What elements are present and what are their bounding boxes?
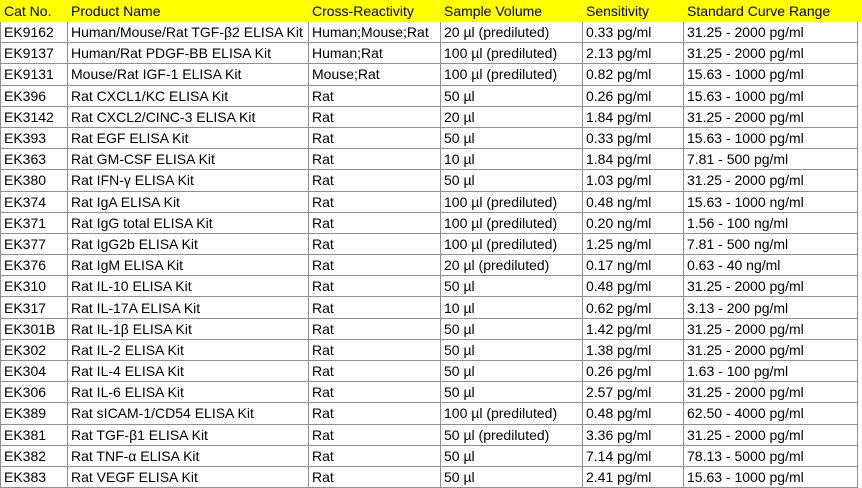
table-row bbox=[1, 466, 857, 487]
cell-sensitivity: 0.33 pg/ml bbox=[583, 22, 684, 42]
cell-cross-reactivity: Rat bbox=[309, 234, 441, 254]
table-row bbox=[1, 63, 857, 84]
cell-cross-reactivity: Mouse;Rat bbox=[309, 64, 441, 84]
cell-cross-reactivity: Rat bbox=[309, 297, 441, 317]
cell-standard-curve-range: 31.25 - 2000 pg/ml bbox=[687, 172, 804, 189]
cell-product-name: Rat IgG total ELISA Kit bbox=[68, 213, 309, 233]
cell-standard-curve-range: 7.81 - 500 ng/ml bbox=[687, 235, 789, 252]
cell-cross-reactivity: Rat bbox=[309, 446, 441, 466]
cell-standard-curve-range: 15.63 - 1000 pg/ml bbox=[687, 130, 804, 147]
cell-cat-no: EK371 bbox=[1, 213, 68, 233]
cell-standard-curve-range: 15.63 - 1000 ng/ml bbox=[687, 193, 804, 210]
cell-cross-reactivity: Rat bbox=[309, 276, 441, 296]
cell-product-name: Human/Mouse/Rat TGF-β2 ELISA Kit bbox=[68, 22, 309, 42]
cell-product-name: Mouse/Rat IGF-1 ELISA Kit bbox=[68, 64, 309, 84]
cell-product-name: Rat IL-6 ELISA Kit bbox=[68, 382, 309, 402]
cell-sensitivity: 1.03 pg/ml bbox=[583, 170, 684, 190]
cell-sample-volume: 50 µl bbox=[441, 170, 583, 190]
column-header-sensitivity: Sensitivity bbox=[586, 3, 650, 19]
cell-product-name: Rat IL-2 ELISA Kit bbox=[68, 340, 309, 360]
table-row bbox=[1, 212, 857, 233]
cell-sensitivity: 0.82 pg/ml bbox=[583, 64, 684, 84]
cell-product-name: Rat TNF-α ELISA Kit bbox=[68, 446, 309, 466]
cell-sensitivity: 1.84 pg/ml bbox=[583, 149, 684, 169]
cell-cross-reactivity: Rat bbox=[309, 149, 441, 169]
table-row bbox=[1, 254, 857, 275]
cell-product-name: Rat EGF ELISA Kit bbox=[68, 128, 309, 148]
cell-product-name: Rat IFN-γ ELISA Kit bbox=[68, 170, 309, 190]
cell-sample-volume: 100 µl (prediluted) bbox=[441, 43, 583, 63]
cell-standard-curve-range: 1.56 - 100 ng/ml bbox=[687, 214, 789, 231]
cell-product-name: Rat IL-10 ELISA Kit bbox=[68, 276, 309, 296]
table-body bbox=[0, 22, 858, 488]
table-row bbox=[1, 424, 857, 445]
cell-standard-curve-range: 15.63 - 1000 pg/ml bbox=[687, 66, 804, 83]
cell-standard-curve-range: 3.13 - 200 pg/ml bbox=[687, 299, 789, 316]
cell-sensitivity: 2.13 pg/ml bbox=[583, 43, 684, 63]
cell-cat-no: EK389 bbox=[1, 403, 68, 423]
cell-sensitivity: 0.33 pg/ml bbox=[583, 128, 684, 148]
cell-product-name: Rat sICAM-1/CD54 ELISA Kit bbox=[68, 403, 309, 423]
cell-standard-curve-range: 31.25 - 2000 pg/ml bbox=[687, 24, 804, 41]
cell-sample-volume: 100 µl (prediluted) bbox=[441, 213, 583, 233]
cell-product-name: Rat IL-17A ELISA Kit bbox=[68, 297, 309, 317]
cell-cat-no: EK301B bbox=[1, 319, 68, 339]
cell-cat-no: EK381 bbox=[1, 425, 68, 445]
cell-sensitivity: 0.26 pg/ml bbox=[583, 361, 684, 381]
cell-standard-curve-range: 0.63 - 40 ng/ml bbox=[687, 257, 781, 274]
cell-cross-reactivity: Rat bbox=[309, 403, 441, 423]
table-row bbox=[1, 169, 857, 190]
cell-cross-reactivity: Rat bbox=[309, 213, 441, 233]
cell-product-name: Human/Rat PDGF-BB ELISA Kit bbox=[68, 43, 309, 63]
cell-cat-no: EK393 bbox=[1, 128, 68, 148]
cell-sensitivity: 0.17 ng/ml bbox=[583, 255, 684, 275]
cell-cross-reactivity: Rat bbox=[309, 192, 441, 212]
cell-cat-no: EK3142 bbox=[1, 107, 68, 127]
cell-cat-no: EK9131 bbox=[1, 64, 68, 84]
table-row bbox=[1, 148, 857, 169]
cell-product-name: Rat IgM ELISA Kit bbox=[68, 255, 309, 275]
cell-sensitivity: 0.48 ng/ml bbox=[583, 192, 684, 212]
cell-sensitivity: 2.57 pg/ml bbox=[583, 382, 684, 402]
cell-cat-no: EK376 bbox=[1, 255, 68, 275]
cell-sample-volume: 50 µl bbox=[441, 340, 583, 360]
cell-cross-reactivity: Rat bbox=[309, 361, 441, 381]
cell-sensitivity: 0.26 pg/ml bbox=[583, 86, 684, 106]
cell-sensitivity: 1.42 pg/ml bbox=[583, 319, 684, 339]
cell-sensitivity: 3.36 pg/ml bbox=[583, 425, 684, 445]
table-row bbox=[1, 381, 857, 402]
cell-sample-volume: 100 µl (prediluted) bbox=[441, 64, 583, 84]
table-row bbox=[1, 339, 857, 360]
cell-cat-no: EK380 bbox=[1, 170, 68, 190]
cell-sample-volume: 100 µl (prediluted) bbox=[441, 192, 583, 212]
table-row bbox=[1, 85, 857, 106]
cell-cross-reactivity: Rat bbox=[309, 425, 441, 445]
table-row bbox=[1, 233, 857, 254]
cell-standard-curve-range: 15.63 - 1000 pg/ml bbox=[687, 469, 804, 486]
cell-sample-volume: 50 µl bbox=[441, 128, 583, 148]
cell-cat-no: EK306 bbox=[1, 382, 68, 402]
cell-sensitivity: 2.41 pg/ml bbox=[583, 467, 684, 487]
cell-cross-reactivity: Rat bbox=[309, 382, 441, 402]
cell-sensitivity: 1.38 pg/ml bbox=[583, 340, 684, 360]
cell-sample-volume: 100 µl (prediluted) bbox=[441, 234, 583, 254]
cell-sample-volume: 50 µl (prediluted) bbox=[441, 425, 583, 445]
cell-sample-volume: 20 µl bbox=[441, 107, 583, 127]
cell-standard-curve-range: 31.25 - 2000 pg/ml bbox=[687, 278, 804, 295]
cell-cat-no: EK317 bbox=[1, 297, 68, 317]
table-header-row bbox=[0, 0, 862, 22]
cell-product-name: Rat VEGF ELISA Kit bbox=[68, 467, 309, 487]
cell-sensitivity: 0.20 ng/ml bbox=[583, 213, 684, 233]
table-row bbox=[1, 275, 857, 296]
cell-sample-volume: 10 µl bbox=[441, 149, 583, 169]
cell-product-name: Rat CXCL1/KC ELISA Kit bbox=[68, 86, 309, 106]
table-row bbox=[1, 127, 857, 148]
cell-cross-reactivity: Human;Rat bbox=[309, 43, 441, 63]
cell-cross-reactivity: Rat bbox=[309, 255, 441, 275]
table-row bbox=[1, 191, 857, 212]
cell-cross-reactivity: Rat bbox=[309, 128, 441, 148]
cell-cross-reactivity: Rat bbox=[309, 467, 441, 487]
cell-standard-curve-range: 15.63 - 1000 pg/ml bbox=[687, 87, 804, 104]
column-header-cat-no: Cat No. bbox=[4, 3, 52, 19]
cell-sensitivity: 1.84 pg/ml bbox=[583, 107, 684, 127]
cell-sensitivity: 7.14 pg/ml bbox=[583, 446, 684, 466]
cell-standard-curve-range: 31.25 - 2000 pg/ml bbox=[687, 384, 804, 401]
cell-cat-no: EK304 bbox=[1, 361, 68, 381]
cell-sample-volume: 50 µl bbox=[441, 361, 583, 381]
cell-product-name: Rat IgA ELISA Kit bbox=[68, 192, 309, 212]
cell-cat-no: EK374 bbox=[1, 192, 68, 212]
cell-sample-volume: 50 µl bbox=[441, 446, 583, 466]
cell-cross-reactivity: Rat bbox=[309, 340, 441, 360]
cell-standard-curve-range: 1.63 - 100 pg/ml bbox=[687, 363, 789, 380]
cell-standard-curve-range: 62.50 - 4000 pg/ml bbox=[687, 405, 804, 422]
cell-cat-no: EK310 bbox=[1, 276, 68, 296]
cell-sample-volume: 20 µl (prediluted) bbox=[441, 22, 583, 42]
cell-sample-volume: 50 µl bbox=[441, 86, 583, 106]
cell-sensitivity: 0.62 pg/ml bbox=[583, 297, 684, 317]
cell-cat-no: EK9137 bbox=[1, 43, 68, 63]
cell-product-name: Rat CXCL2/CINC-3 ELISA Kit bbox=[68, 107, 309, 127]
cell-cross-reactivity: Rat bbox=[309, 107, 441, 127]
cell-cat-no: EK383 bbox=[1, 467, 68, 487]
cell-product-name: Rat IL-1β ELISA Kit bbox=[68, 319, 309, 339]
cell-cat-no: EK9162 bbox=[1, 22, 68, 42]
column-header-sample-volume: Sample Volume bbox=[444, 3, 543, 19]
cell-cat-no: EK377 bbox=[1, 234, 68, 254]
cell-product-name: Rat IgG2b ELISA Kit bbox=[68, 234, 309, 254]
table-row bbox=[1, 360, 857, 381]
cell-product-name: Rat GM-CSF ELISA Kit bbox=[68, 149, 309, 169]
cell-standard-curve-range: 31.25 - 2000 pg/ml bbox=[687, 320, 804, 337]
cell-sensitivity: 0.48 pg/ml bbox=[583, 403, 684, 423]
cell-cross-reactivity: Rat bbox=[309, 170, 441, 190]
cell-sample-volume: 50 µl bbox=[441, 276, 583, 296]
cell-standard-curve-range: 78.13 - 5000 pg/ml bbox=[687, 447, 804, 464]
cell-sample-volume: 10 µl bbox=[441, 297, 583, 317]
cell-sample-volume: 100 µl (prediluted) bbox=[441, 403, 583, 423]
table-row bbox=[1, 106, 857, 127]
column-header-cross-reactivity: Cross-Reactivity bbox=[312, 3, 414, 19]
cell-standard-curve-range: 31.25 - 2000 pg/ml bbox=[687, 45, 804, 62]
table-row bbox=[1, 402, 857, 423]
table-row bbox=[1, 22, 857, 42]
cell-sample-volume: 50 µl bbox=[441, 382, 583, 402]
cell-sensitivity: 1.25 ng/ml bbox=[583, 234, 684, 254]
cell-cat-no: EK363 bbox=[1, 149, 68, 169]
cell-product-name: Rat IL-4 ELISA Kit bbox=[68, 361, 309, 381]
cell-standard-curve-range: 31.25 - 2000 pg/ml bbox=[687, 108, 804, 125]
cell-cross-reactivity: Human;Mouse;Rat bbox=[309, 22, 441, 42]
cell-sample-volume: 50 µl bbox=[441, 467, 583, 487]
table-row bbox=[1, 42, 857, 63]
cell-cat-no: EK382 bbox=[1, 446, 68, 466]
column-header-product-name: Product Name bbox=[71, 3, 161, 19]
cell-sensitivity: 0.48 pg/ml bbox=[583, 276, 684, 296]
cell-cat-no: EK396 bbox=[1, 86, 68, 106]
cell-product-name: Rat TGF-β1 ELISA Kit bbox=[68, 425, 309, 445]
cell-sample-volume: 50 µl bbox=[441, 319, 583, 339]
cell-cross-reactivity: Rat bbox=[309, 86, 441, 106]
cell-standard-curve-range: 31.25 - 2000 pg/ml bbox=[687, 426, 804, 443]
column-header-standard-curve-range: Standard Curve Range bbox=[687, 3, 831, 19]
table-row bbox=[1, 445, 857, 466]
cell-cross-reactivity: Rat bbox=[309, 319, 441, 339]
table-row bbox=[1, 296, 857, 317]
table-row bbox=[1, 318, 857, 339]
cell-standard-curve-range: 7.81 - 500 pg/ml bbox=[687, 151, 789, 168]
cell-sample-volume: 20 µl (prediluted) bbox=[441, 255, 583, 275]
cell-cat-no: EK302 bbox=[1, 340, 68, 360]
cell-standard-curve-range: 31.25 - 2000 pg/ml bbox=[687, 341, 804, 358]
